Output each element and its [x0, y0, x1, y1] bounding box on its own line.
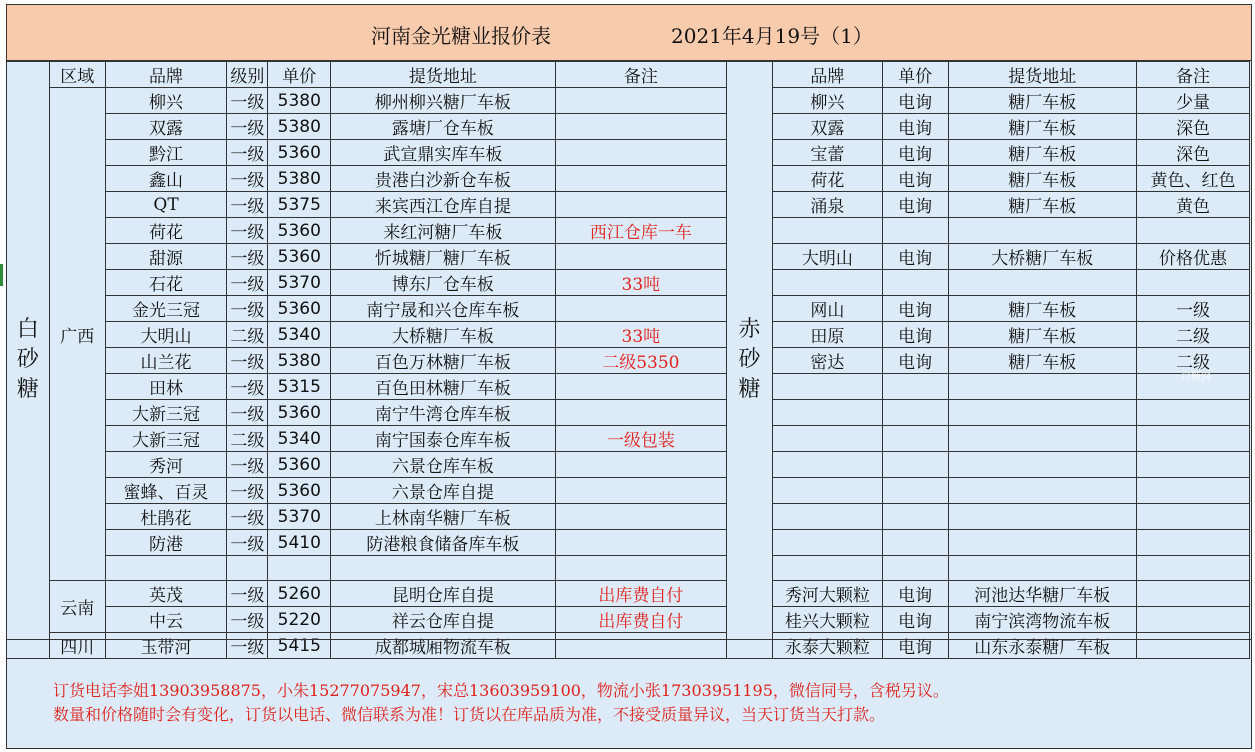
- header-row: [7, 62, 1250, 88]
- price-table-body: [7, 62, 1250, 659]
- brand-cell: 杜鹃花: [105, 504, 227, 530]
- red-note-cell: 一级: [1137, 296, 1250, 322]
- red-address-cell: [948, 426, 1137, 452]
- table-row: [7, 400, 1250, 426]
- footer-notice: [7, 639, 1251, 750]
- sheet-date: 2021年4月19号（1）: [671, 24, 873, 48]
- note-cell: 出库费自付: [555, 607, 726, 633]
- red-price-cell: 电询: [882, 140, 948, 166]
- red-address-cell: 糖厂车板: [948, 322, 1137, 348]
- red-price-cell: 电询: [882, 192, 948, 218]
- table-row: [7, 452, 1250, 478]
- grade-cell: 一级: [227, 530, 268, 556]
- header-grade: 级别: [227, 62, 268, 88]
- red-price-cell: [882, 218, 948, 244]
- table-row: [7, 556, 1250, 581]
- header-note: 备注: [555, 62, 726, 88]
- brand-cell: 甜源: [105, 244, 227, 270]
- price-cell: 5375: [268, 192, 331, 218]
- price-sheet: [6, 4, 1252, 749]
- brand-cell: 大新三冠: [105, 400, 227, 426]
- red-note-cell: 深色: [1137, 140, 1250, 166]
- header-red-brand: 品牌: [772, 62, 882, 88]
- category-char: 砂: [738, 347, 761, 372]
- price-cell: 5260: [268, 581, 331, 607]
- address-cell: 百色田林糖厂车板: [331, 374, 555, 400]
- red-note-cell: [1137, 504, 1250, 530]
- note-cell: [555, 530, 726, 556]
- brand-cell: 石花: [105, 270, 227, 296]
- red-brand-cell: [772, 452, 882, 478]
- red-brand-cell: 荷花: [772, 166, 882, 192]
- header-price: 单价: [268, 62, 331, 88]
- red-price-cell: [882, 452, 948, 478]
- red-brand-cell: 大明山: [772, 244, 882, 270]
- address-cell: 忻城糖厂糖厂车板: [331, 244, 555, 270]
- red-note-cell: [1137, 530, 1250, 556]
- red-brand-cell: 涌泉: [772, 192, 882, 218]
- grade-cell: 一级: [227, 166, 268, 192]
- address-cell: 贵港白沙新仓车板: [331, 166, 555, 192]
- header-red-price: 单价: [882, 62, 948, 88]
- red-address-cell: 糖厂车板: [948, 296, 1137, 322]
- brand-cell: 金光三冠: [105, 296, 227, 322]
- red-price-cell: [882, 478, 948, 504]
- price-cell: 5410: [268, 530, 331, 556]
- red-note-cell: [1137, 270, 1250, 296]
- red-address-cell: [948, 452, 1137, 478]
- red-note-cell: 黄色: [1137, 192, 1250, 218]
- red-price-cell: [882, 556, 948, 581]
- price-cell: 5360: [268, 140, 331, 166]
- address-cell: 来宾西江仓库自提: [331, 192, 555, 218]
- region-guangxi: 广西: [49, 88, 105, 581]
- red-address-cell: 糖厂车板: [948, 192, 1137, 218]
- brand-cell: 山兰花: [105, 348, 227, 374]
- red-note-cell: [1137, 607, 1250, 633]
- red-price-cell: 电询: [882, 581, 948, 607]
- grade-cell: 一级: [227, 581, 268, 607]
- red-brand-cell: 桂兴大颗粒: [772, 607, 882, 633]
- red-brand-cell: 宝蕾: [772, 140, 882, 166]
- price-cell: 5315: [268, 374, 331, 400]
- note-cell: [555, 192, 726, 218]
- table-row: [7, 322, 1250, 348]
- red-brand-cell: [772, 556, 882, 581]
- grade-cell: 一级: [227, 348, 268, 374]
- red-address-cell: [948, 530, 1137, 556]
- category-char: 白: [16, 317, 39, 342]
- red-price-cell: [882, 530, 948, 556]
- red-brand-cell: [772, 270, 882, 296]
- red-price-cell: 电询: [882, 348, 948, 374]
- grade-cell: 一级: [227, 478, 268, 504]
- red-note-cell: 二级: [1137, 322, 1250, 348]
- grade-cell: 一级: [227, 633, 268, 659]
- table-row: [7, 374, 1250, 400]
- red-price-cell: 电询: [882, 607, 948, 633]
- red-note-cell: [1137, 426, 1250, 452]
- red-address-cell: 糖厂车板: [948, 140, 1137, 166]
- red-price-cell: 电询: [882, 633, 948, 659]
- red-address-cell: [948, 400, 1137, 426]
- brand-cell: 大明山: [105, 322, 227, 348]
- header-red-address: 提货地址: [948, 62, 1137, 88]
- address-cell: 柳州柳兴糖厂车板: [331, 88, 555, 114]
- red-note-cell: 黄色、红色: [1137, 166, 1250, 192]
- red-price-cell: [882, 374, 948, 400]
- red-note-cell: [1137, 452, 1250, 478]
- note-cell: [555, 400, 726, 426]
- brand-cell: 荷花: [105, 218, 227, 244]
- grade-cell: 二级: [227, 322, 268, 348]
- brand-cell: 大新三冠: [105, 426, 227, 452]
- brand-cell: 鑫山: [105, 166, 227, 192]
- red-address-cell: 糖厂车板: [948, 114, 1137, 140]
- grade-cell: [227, 556, 268, 581]
- price-cell: 5380: [268, 166, 331, 192]
- address-cell: 大桥糖厂车板: [331, 322, 555, 348]
- red-price-cell: 电询: [882, 166, 948, 192]
- red-brand-cell: 秀河大颗粒: [772, 581, 882, 607]
- grade-cell: 一级: [227, 374, 268, 400]
- note-cell: 二级5350: [555, 348, 726, 374]
- red-brand-cell: [772, 400, 882, 426]
- red-address-cell: 河池达华糖厂车板: [948, 581, 1137, 607]
- red-note-cell: 深色: [1137, 114, 1250, 140]
- brand-cell: 双露: [105, 114, 227, 140]
- red-address-cell: 大桥糖厂车板: [948, 244, 1137, 270]
- red-brand-cell: [772, 374, 882, 400]
- table-row: [7, 244, 1250, 270]
- watermark-text: 白糖网: [1181, 372, 1211, 383]
- red-address-cell: [948, 270, 1137, 296]
- red-note-cell: [1137, 400, 1250, 426]
- red-brand-cell: 双露: [772, 114, 882, 140]
- brand-cell: QT: [105, 192, 227, 218]
- red-price-cell: 电询: [882, 322, 948, 348]
- red-note-cell: [1137, 478, 1250, 504]
- red-address-cell: 糖厂车板: [948, 348, 1137, 374]
- red-price-cell: [882, 504, 948, 530]
- address-cell: 博东厂仓车板: [331, 270, 555, 296]
- price-cell: 5380: [268, 114, 331, 140]
- grade-cell: 一级: [227, 218, 268, 244]
- red-address-cell: 糖厂车板: [948, 88, 1137, 114]
- address-cell: 武宣鼎实库车板: [331, 140, 555, 166]
- red-note-cell: [1137, 581, 1250, 607]
- table-row: [7, 114, 1250, 140]
- note-cell: [555, 556, 726, 581]
- red-address-cell: [948, 556, 1137, 581]
- table-row: [7, 426, 1250, 452]
- header-region: 区域: [49, 62, 105, 88]
- red-note-cell: 价格优惠: [1137, 244, 1250, 270]
- red-address-cell: 糖厂车板: [948, 166, 1137, 192]
- grade-cell: 一级: [227, 114, 268, 140]
- note-cell: [555, 374, 726, 400]
- note-cell: [555, 166, 726, 192]
- red-price-cell: [882, 426, 948, 452]
- red-brand-cell: 田原: [772, 322, 882, 348]
- table-row: [7, 218, 1250, 244]
- address-cell: [331, 556, 555, 581]
- red-address-cell: 山东永泰糖厂车板: [948, 633, 1137, 659]
- address-cell: 上林南华糖厂车板: [331, 504, 555, 530]
- region-sichuan: 四川: [49, 633, 105, 659]
- note-cell: 一级包装: [555, 426, 726, 452]
- grade-cell: 一级: [227, 140, 268, 166]
- brand-cell: 黔江: [105, 140, 227, 166]
- white-sugar-category: [7, 62, 50, 659]
- address-cell: 祥云仓库自提: [331, 607, 555, 633]
- header-brand: 品牌: [105, 62, 227, 88]
- note-cell: [555, 88, 726, 114]
- brand-cell: 英茂: [105, 581, 227, 607]
- price-cell: 5380: [268, 348, 331, 374]
- sheet-title: 河南金光糖业报价表: [371, 24, 551, 48]
- table-row: [7, 296, 1250, 322]
- red-brand-cell: [772, 478, 882, 504]
- table-row: [7, 140, 1250, 166]
- table-row: [7, 166, 1250, 192]
- table-row: [7, 607, 1250, 633]
- red-brand-cell: [772, 426, 882, 452]
- red-address-cell: 南宁滨湾物流车板: [948, 607, 1137, 633]
- price-cell: 5360: [268, 218, 331, 244]
- red-note-cell: [1137, 556, 1250, 581]
- address-cell: 昆明仓库自提: [331, 581, 555, 607]
- red-sugar-category: [727, 62, 773, 659]
- price-cell: 5360: [268, 478, 331, 504]
- grade-cell: 一级: [227, 400, 268, 426]
- address-cell: 南宁国泰仓库车板: [331, 426, 555, 452]
- grade-cell: 一级: [227, 192, 268, 218]
- order-contact-text: 订货电话李姐13903958875，小朱15277075947，宋总13603959100，物流小张17303951195，微信同号，含税另议。: [53, 681, 949, 700]
- brand-cell: 中云: [105, 607, 227, 633]
- price-cell: 5360: [268, 244, 331, 270]
- note-cell: [555, 478, 726, 504]
- price-cell: 5360: [268, 452, 331, 478]
- table-row: [7, 530, 1250, 556]
- red-brand-cell: [772, 530, 882, 556]
- table-row: [7, 348, 1250, 374]
- red-price-cell: [882, 400, 948, 426]
- price-cell: 5370: [268, 504, 331, 530]
- header-red-note: 备注: [1137, 62, 1250, 88]
- address-cell: 南宁晟和兴仓库车板: [331, 296, 555, 322]
- order-terms-text: 数量和价格随时会有变化，订货以电话、微信联系为准！订货以在库品质为准，不接受质量异议，当天订货当天打款。: [53, 705, 886, 724]
- price-table: [6, 61, 1250, 659]
- category-char: 糖: [738, 377, 761, 402]
- price-cell: 5415: [268, 633, 331, 659]
- red-price-cell: 电询: [882, 114, 948, 140]
- table-row: [7, 192, 1250, 218]
- note-cell: [555, 114, 726, 140]
- brand-cell: 防港: [105, 530, 227, 556]
- note-cell: [555, 452, 726, 478]
- address-cell: 来红河糖厂车板: [331, 218, 555, 244]
- note-cell: [555, 140, 726, 166]
- table-row: [7, 504, 1250, 530]
- red-price-cell: [882, 270, 948, 296]
- red-price-cell: 电询: [882, 88, 948, 114]
- red-address-cell: [948, 478, 1137, 504]
- address-cell: 六景仓库自提: [331, 478, 555, 504]
- red-brand-cell: 网山: [772, 296, 882, 322]
- note-cell: [555, 244, 726, 270]
- grade-cell: 一级: [227, 504, 268, 530]
- brand-cell: 玉带河: [105, 633, 227, 659]
- address-cell: 百色万林糖厂车板: [331, 348, 555, 374]
- price-cell: 5360: [268, 400, 331, 426]
- address-cell: 南宁牛湾仓库车板: [331, 400, 555, 426]
- table-row: [7, 88, 1250, 114]
- grade-cell: 一级: [227, 607, 268, 633]
- brand-cell: 柳兴: [105, 88, 227, 114]
- price-cell: 5360: [268, 296, 331, 322]
- price-cell: [268, 556, 331, 581]
- region-yunnan: 云南: [49, 581, 105, 633]
- address-cell: 六景仓库车板: [331, 452, 555, 478]
- red-brand-cell: 永泰大颗粒: [772, 633, 882, 659]
- table-row: [7, 478, 1250, 504]
- red-address-cell: [948, 504, 1137, 530]
- category-char: 砂: [16, 347, 39, 372]
- address-cell: 露塘厂仓车板: [331, 114, 555, 140]
- note-cell: [555, 296, 726, 322]
- category-char: 赤: [738, 317, 761, 342]
- grade-cell: 二级: [227, 426, 268, 452]
- grade-cell: 一级: [227, 452, 268, 478]
- red-address-cell: [948, 374, 1137, 400]
- red-address-cell: [948, 218, 1137, 244]
- price-cell: 5340: [268, 426, 331, 452]
- note-cell: 出库费自付: [555, 581, 726, 607]
- red-note-cell: 少量: [1137, 88, 1250, 114]
- red-note-cell: 二级: [1137, 348, 1250, 374]
- category-char: 糖: [16, 377, 39, 402]
- grade-cell: 一级: [227, 296, 268, 322]
- brand-cell: 蜜蜂、百灵: [105, 478, 227, 504]
- price-cell: 5370: [268, 270, 331, 296]
- red-brand-cell: [772, 504, 882, 530]
- price-cell: 5220: [268, 607, 331, 633]
- address-cell: 防港粮食储备库车板: [331, 530, 555, 556]
- brand-cell: [105, 556, 227, 581]
- red-brand-cell: 柳兴: [772, 88, 882, 114]
- red-note-cell: [1137, 218, 1250, 244]
- grade-cell: 一级: [227, 88, 268, 114]
- address-cell: 成都城厢物流车板: [331, 633, 555, 659]
- note-cell: 33吨: [555, 322, 726, 348]
- red-price-cell: 电询: [882, 244, 948, 270]
- grade-cell: 一级: [227, 244, 268, 270]
- table-row: [7, 270, 1250, 296]
- brand-cell: 秀河: [105, 452, 227, 478]
- note-cell: [555, 504, 726, 530]
- table-row: [7, 581, 1250, 607]
- title-bar: [7, 5, 1251, 61]
- brand-cell: 田林: [105, 374, 227, 400]
- price-cell: 5340: [268, 322, 331, 348]
- price-cell: 5380: [268, 88, 331, 114]
- grade-cell: 一级: [227, 270, 268, 296]
- red-price-cell: 电询: [882, 296, 948, 322]
- header-address: 提货地址: [331, 62, 555, 88]
- red-brand-cell: 密达: [772, 348, 882, 374]
- red-brand-cell: [772, 218, 882, 244]
- note-cell: 西江仓库一车: [555, 218, 726, 244]
- row-selection-marker: [0, 264, 3, 286]
- note-cell: 33吨: [555, 270, 726, 296]
